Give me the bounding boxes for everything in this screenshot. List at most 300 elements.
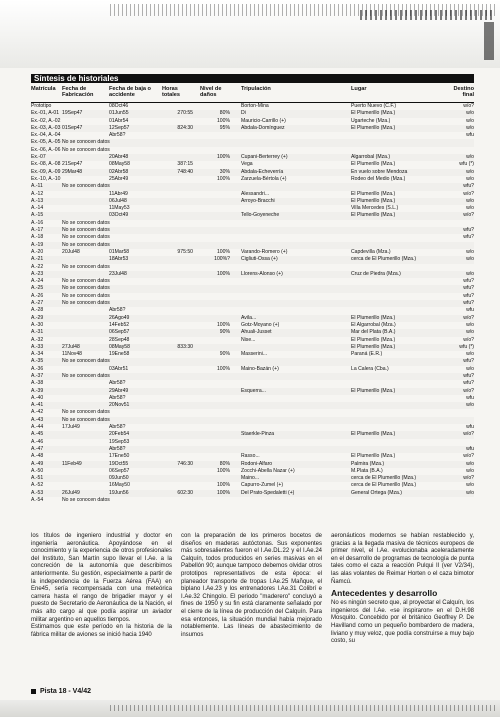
cell-matricula: A.-36 — [31, 365, 44, 372]
table-row — [31, 475, 474, 482]
cell-destino: w/o? — [463, 190, 474, 197]
cell-fabricacion: No se conocen datos — [62, 227, 110, 234]
cell-tripulacion: Nise... — [241, 336, 256, 343]
cell-destino: wfu (*) — [459, 161, 474, 168]
table-row — [31, 402, 474, 409]
cell-lugar: cerca de El Plumerillo (Mza.) — [351, 256, 417, 263]
cell-horas: 748:40 — [177, 168, 193, 175]
cell-baja: 19Jun56 — [109, 489, 129, 496]
cell-destino: w/o? — [463, 387, 474, 394]
cell-destino: wfu — [466, 424, 474, 431]
cell-baja: 06Sep57 — [109, 329, 130, 336]
cell-tripulacion: Rodoni-Alfaro — [241, 460, 273, 467]
cell-matricula: Ex.-10, A.-10 — [31, 175, 61, 182]
cell-destino: wfu? — [463, 358, 474, 365]
cell-destino: w/o — [466, 205, 474, 212]
cell-matricula: A.-33 — [31, 343, 44, 350]
cell-lugar: La Calera (Cba.) — [351, 365, 389, 372]
cell-lugar: El Plumerillo (Mza.) — [351, 343, 396, 350]
cell-lugar: Capdevilla (Mza.) — [351, 248, 391, 255]
cell-destino: wfu — [466, 445, 474, 452]
table-row — [31, 373, 474, 380]
article-column-2 — [181, 533, 322, 639]
cell-tripulacion: Abdala-Echeverría — [241, 168, 284, 175]
table-row — [31, 110, 474, 117]
cell-lugar: El Plumerillo (Mza.) — [351, 336, 396, 343]
table-row — [31, 461, 474, 468]
table-row — [31, 344, 474, 351]
cell-destino: w/o — [466, 329, 474, 336]
cell-baja: Abr58? — [109, 394, 126, 401]
table-row — [31, 198, 474, 205]
cell-nivel: 100% — [216, 321, 230, 328]
cell-tripulacion: Maino... — [241, 475, 260, 482]
cell-horas: 746:30 — [177, 460, 193, 467]
cell-baja: 03Oct49 — [109, 212, 129, 219]
cell-matricula: A.-12 — [31, 190, 44, 197]
cell-baja: 20Feb54 — [109, 431, 130, 438]
cell-matricula: Ex.-05, A.-05 — [31, 139, 61, 146]
cell-destino: wfu? — [463, 183, 474, 190]
cell-matricula: A.-42 — [31, 409, 44, 416]
cell-matricula: A.-24 — [31, 278, 44, 285]
cell-destino: wfu? — [463, 227, 474, 234]
cell-lugar: Puerto Nuevo (C.F.) — [351, 103, 397, 109]
cell-lugar: El Plumerillo (Mza.) — [351, 161, 396, 168]
cell-destino: w/o — [466, 154, 474, 161]
cell-matricula: A.-52 — [31, 482, 44, 489]
cell-matricula: A.-35 — [31, 358, 44, 365]
cell-matricula: A.-45 — [31, 431, 44, 438]
table-row — [31, 482, 474, 489]
cell-destino: wfu? — [463, 278, 474, 285]
cell-baja: 08May58 — [109, 161, 130, 168]
cell-destino: w/o? — [463, 453, 474, 460]
cell-destino: w/o? — [463, 103, 474, 109]
cell-tripulacion: Arroyo-Bracchi — [241, 197, 275, 204]
cell-nivel: 100% — [216, 467, 230, 474]
cell-horas: 270:55 — [177, 110, 193, 117]
cell-matricula: A.-15 — [31, 212, 44, 219]
cell-fabricacion: 11Nov48 — [62, 351, 83, 358]
cell-fabricacion: No se conocen datos — [62, 219, 110, 226]
header-lugar: Lugar — [351, 86, 367, 92]
cell-lugar: Palmira (Mza.) — [351, 460, 385, 467]
header-fabricacion: Fecha de Fabricación — [62, 86, 94, 98]
cell-baja: 11May53 — [109, 205, 130, 212]
cell-tripulacion: Staerkle-Pinza — [241, 431, 275, 438]
cell-baja: 25Abr49 — [109, 175, 129, 182]
header-baja: Fecha de baja o accidente — [109, 86, 151, 98]
cell-tripulacion: Cigliuti-Ossa (+) — [241, 256, 278, 263]
cell-baja: 06Jul48 — [109, 197, 127, 204]
table-row — [31, 468, 474, 475]
cell-tripulacion: Maino-Bazán (+) — [241, 365, 279, 372]
table-row — [31, 183, 474, 190]
table-row — [31, 307, 474, 314]
table-row — [31, 234, 474, 241]
cell-matricula: A.-17 — [31, 227, 44, 234]
cell-matricula: Ex.-04, A.-04 — [31, 132, 61, 139]
table-row — [31, 132, 474, 139]
cell-matricula: A.-22 — [31, 263, 44, 270]
cell-tripulacion: Gotz-Moyano (+) — [241, 321, 280, 328]
cell-tripulacion: Avila... — [241, 314, 257, 321]
cell-nivel: 90% — [219, 329, 230, 336]
cell-destino: w/o — [466, 256, 474, 263]
cell-baja: 12Sep57 — [109, 124, 130, 131]
cell-destino: wfu — [466, 132, 474, 139]
cell-baja: 19Sep53 — [109, 438, 130, 445]
cell-matricula: Ex.-02, A.-02 — [31, 117, 61, 124]
table-row — [31, 285, 474, 292]
cell-matricula: A.-49 — [31, 460, 44, 467]
table-row — [31, 380, 474, 387]
cell-destino: wfu? — [463, 372, 474, 379]
cell-tripulacion: Varando-Romero (+) — [241, 248, 288, 255]
cell-destino: wfu (*) — [459, 343, 474, 350]
cell-matricula: A.-21 — [31, 256, 44, 263]
table-row — [31, 409, 474, 416]
cell-tripulacion: Del Prato-Spedaletti (+) — [241, 489, 295, 496]
cell-baja: 01Mar58 — [109, 248, 130, 255]
table-row — [31, 490, 474, 497]
cell-fabricacion: 17Jul49 — [62, 424, 80, 431]
cell-fabricacion: No se conocen datos — [62, 372, 110, 379]
cell-matricula: A.-13 — [31, 197, 44, 204]
header-destino: Destino final — [453, 86, 474, 98]
cell-nivel: 95% — [219, 124, 230, 131]
table-row — [31, 256, 474, 263]
table-row — [31, 264, 474, 271]
cell-nivel: 100% — [216, 154, 230, 161]
cell-baja: 29Abr49 — [109, 387, 129, 394]
cell-fabricacion: No se conocen datos — [62, 292, 110, 299]
cell-nivel: 100% — [216, 482, 230, 489]
cell-fabricacion: 27Jul48 — [62, 343, 80, 350]
table-row — [31, 329, 474, 336]
cell-tripulacion: Zarzuela-Bértola (+) — [241, 175, 287, 182]
cell-destino: w/o — [466, 351, 474, 358]
cell-destino: w/o — [466, 124, 474, 131]
table-row — [31, 278, 474, 285]
cell-nivel: 100% — [216, 365, 230, 372]
halftone-decoration — [110, 705, 495, 711]
cell-baja: Abr58? — [109, 307, 126, 314]
cell-matricula: Ex.-01, A-01 — [31, 110, 60, 117]
table-row — [31, 322, 474, 329]
cell-destino: w/o? — [463, 475, 474, 482]
table-row — [31, 417, 474, 424]
cell-matricula: A.-26 — [31, 292, 44, 299]
cell-lugar: cerca de El Plumerillo (Mza.) — [351, 482, 417, 489]
cell-matricula: A.-20 — [31, 248, 44, 255]
cell-matricula: A.-29 — [31, 314, 44, 321]
table-row — [31, 227, 474, 234]
table-row — [31, 169, 474, 176]
table-row — [31, 446, 474, 453]
cell-tripulacion: Cupani-Berterrey (+) — [241, 154, 288, 161]
cell-tripulacion: Di — [241, 110, 246, 117]
cell-fabricacion: 29Mar48 — [62, 168, 83, 175]
cell-nivel: 100% — [216, 248, 230, 255]
cell-baja: Abr58? — [109, 380, 126, 387]
cell-destino: wfu? — [463, 292, 474, 299]
cell-baja: 14Feb52 — [109, 321, 130, 328]
cell-lugar: El Plumerillo (Mza.) — [351, 212, 396, 219]
table-row — [31, 191, 474, 198]
cell-matricula: A.-27 — [31, 300, 44, 307]
table-row — [31, 205, 474, 212]
cell-matricula: A.-38 — [31, 380, 44, 387]
article-column-1 — [31, 533, 172, 639]
history-table — [31, 85, 474, 504]
section-heading: Antecedentes y desarrollo — [331, 588, 438, 599]
cell-baja: Abr58? — [109, 424, 126, 431]
cell-matricula: Ex.-03, A.-03 — [31, 124, 61, 131]
cell-destino: w/o? — [463, 336, 474, 343]
cell-matricula: Ex.-07 — [31, 154, 46, 161]
cell-tripulacion: Alessandri... — [241, 190, 270, 197]
table-row — [31, 431, 474, 438]
cell-fabricacion: No se conocen datos — [62, 497, 110, 504]
cell-baja: 01Abr54 — [109, 117, 129, 124]
cell-matricula: A.-43 — [31, 416, 44, 423]
cell-destino: w/o? — [463, 212, 474, 219]
cell-fabricacion: No se conocen datos — [62, 409, 110, 416]
cell-lugar: El Plumerillo (Mza.) — [351, 124, 396, 131]
cell-nivel: 30% — [219, 168, 230, 175]
cell-destino: wfu — [466, 394, 474, 401]
section-title: Síntesis de historiales — [31, 74, 474, 83]
cell-fabricacion: No se conocen datos — [62, 300, 110, 307]
corner-mark — [484, 22, 494, 60]
cell-lugar: El Plumerillo (Mza.) — [351, 110, 396, 117]
cell-lugar: El Plumerillo (Mza.) — [351, 387, 396, 394]
table-header — [31, 85, 474, 103]
cell-baja: 26Ago49 — [109, 314, 130, 321]
cell-lugar: El Algarrobal (Mza.) — [351, 321, 396, 328]
cell-matricula: A.-46 — [31, 438, 44, 445]
cell-matricula: A.-25 — [31, 285, 44, 292]
table-row — [31, 358, 474, 365]
cell-fabricacion: 21Sep47 — [62, 161, 83, 168]
table-row — [31, 212, 474, 219]
footer-text: Pista 18 - V4/42 — [40, 688, 91, 695]
cell-tripulacion: Masserini... — [241, 351, 268, 358]
cell-lugar: Cruz de Piedra (Mza.) — [351, 270, 401, 277]
cell-lugar: General Ortega (Mza.) — [351, 489, 402, 496]
cell-nivel: 90% — [219, 351, 230, 358]
cell-nivel: 80% — [219, 460, 230, 467]
cell-lugar: El Plumerillo (Mza.) — [351, 314, 396, 321]
cell-matricula: A.-40 — [31, 394, 44, 401]
cell-destino: w/o? — [463, 431, 474, 438]
table-row — [31, 118, 474, 125]
cell-fabricacion: 01Sep47 — [62, 124, 83, 131]
cell-destino: w/o — [466, 365, 474, 372]
cell-baja: 19Oct55 — [109, 460, 129, 467]
footer-square-icon — [31, 689, 36, 694]
cell-destino: w/o — [466, 402, 474, 409]
cell-matricula: A.-48 — [31, 453, 44, 460]
cell-destino: w/o — [466, 175, 474, 182]
cell-baja: 09Jun50 — [109, 475, 129, 482]
cell-baja: 03Abr51 — [109, 365, 129, 372]
cell-destino: w/o — [466, 489, 474, 496]
table-row — [31, 337, 474, 344]
cell-matricula: Ex.-06, A.-06 — [31, 146, 61, 153]
table-row — [31, 220, 474, 227]
cell-baja: 02Abr58 — [109, 168, 129, 175]
cell-destino: w/o — [466, 321, 474, 328]
cell-destino: w/o — [466, 248, 474, 255]
cell-matricula: A.-50 — [31, 467, 44, 474]
cell-destino: w/o — [466, 110, 474, 117]
header-horas: Horas totales — [162, 86, 181, 98]
cell-tripulacion: Llorens-Alonso (+) — [241, 270, 283, 277]
cell-matricula: Ex.-08, A.-08 — [31, 161, 61, 168]
cell-lugar: El Plumerillo (Mza.) — [351, 453, 396, 460]
cell-matricula: A.-31 — [31, 329, 44, 336]
cell-tripulacion: Zocchi-Abella Nazar (+) — [241, 467, 295, 474]
cell-tripulacion: Esquerra... — [241, 387, 266, 394]
table-row — [31, 271, 474, 278]
cell-matricula: A.-37 — [31, 372, 44, 379]
cell-destino: w/o — [466, 460, 474, 467]
cell-baja: Abr58? — [109, 445, 126, 452]
cell-baja: Abr58? — [109, 132, 126, 139]
cell-baja: 28Sep48 — [109, 336, 130, 343]
cell-lugar: Rodeo del Medio (Mza.) — [351, 175, 406, 182]
cell-lugar: M.Plata (B.A.) — [351, 467, 383, 474]
cell-fabricacion: No se conocen datos — [62, 416, 110, 423]
cell-lugar: Algarrobal (Mza.) — [351, 154, 391, 161]
cell-destino: w/o — [466, 197, 474, 204]
paragraph: No es ningún secreto que, al proyectar el Calquín, los ingenieros del I.Ae. «se inspiraron» en el D.H.98 Mosquito. Concebido por el británico Geoffrey P. De Havilland como un pequeño bombardero de madera, liviano y muy veloz, que podía construirse a muy bajo costo, su — [331, 600, 474, 645]
cell-matricula: A.-34 — [31, 351, 44, 358]
cell-fabricacion: No se conocen datos — [62, 234, 110, 241]
table-row — [31, 161, 474, 168]
cell-destino: wfu? — [463, 234, 474, 241]
cell-lugar: Ugarteche (Mza.) — [351, 117, 391, 124]
cell-lugar: Paraná (E.R.) — [351, 351, 383, 358]
cell-fabricacion: No se conocen datos — [62, 278, 110, 285]
cell-tripulacion: Abdala-Domínguez — [241, 124, 285, 131]
cell-baja: 20Nov51 — [109, 402, 130, 409]
table-row — [31, 103, 474, 110]
cell-matricula: A.-39 — [31, 387, 44, 394]
cell-horas: 975:50 — [177, 248, 193, 255]
cell-fabricacion: 26Jul49 — [62, 489, 80, 496]
table-row — [31, 315, 474, 322]
cell-fabricacion: No se conocen datos — [62, 285, 110, 292]
cell-fabricacion: No se conocen datos — [62, 183, 110, 190]
paragraph: aeronáuticos modernos se habían restablecido y, gracias a la llegada masiva de técnicos europeos de primer nivel, el I.Ae. evolucionaba aceleradamente en el desarrollo de programas de tecnología de punta tales como el caza a reacción Pulqui II (ver V2/34), las alas volantes de Reimar Horten o el caza bimotor Ñamcú. — [331, 533, 474, 585]
cell-fabricacion: 20Jul48 — [62, 248, 80, 255]
cell-matricula: A.-23 — [31, 270, 44, 277]
paragraph: los títulos de ingeniero industrial y doctor en ingeniería aeronáutica. Apoyándose en el conocimiento y la experiencia de otros profesionales del Instituto, San Martín supo llevar el I.Ae. a la concreción de la autonomía que describimos anteriormente. Su gestión, especialmente a partir de la independencia de la Fuerza Aérea (FAA) en Ene45, sería recompensada con una meteórica carrera hasta el rango de brigadier mayor y el puesto de Secretario de Aeronáutica de la Nación, el más alto cargo al que podía aspirar un aviador militar argentino en aquellos tiempos. — [31, 533, 172, 623]
cell-destino: wfu? — [463, 380, 474, 387]
table-row — [31, 497, 474, 504]
page-top-band — [0, 0, 500, 68]
cell-baja: 23Jul48 — [109, 270, 127, 277]
table-row — [31, 300, 474, 307]
paragraph: con la preparación de los primeros bocetos de diseños en maderas autóctonas. Sus exponentes más sobresalientes fueron el I.Ae.DL.22 y el I.Ae.24 Calquín, todos producidos en series masivas en el Pabellón 90; aunque tampoco debemos olvidar otros prototipos representativos de esta época: el planeador transporte de tropas I.Ae.25 Mañque, el biplano I.Ae.23 y los entrenadores I.Ae.31 Colibrí e I.Ae.32 Chingolo. El periodo "maderero" concluyó a fines de 1950 y su fin está claramente señalado por el cierre de la línea de producción del Calquín. Para esa entonces, la situación mundial había mejorado notablemente. Las líneas de abastecimiento de insumos — [181, 533, 322, 638]
cell-matricula: A.-32 — [31, 336, 44, 343]
cell-baja: 11Abr49 — [109, 190, 128, 197]
cell-horas: 824:30 — [177, 124, 193, 131]
table-row — [31, 293, 474, 300]
cell-nivel: 100% — [216, 117, 230, 124]
cell-destino: w/o — [466, 168, 474, 175]
halftone-decoration — [360, 10, 495, 20]
cell-matricula: A.-11 — [31, 183, 43, 190]
cell-nivel: 100% — [216, 270, 230, 277]
cell-matricula: Prototipo — [31, 103, 52, 109]
table-row — [31, 439, 474, 446]
cell-destino: w/o — [466, 117, 474, 124]
cell-fabricacion: 19Sep47 — [62, 110, 83, 117]
table-row — [31, 147, 474, 154]
cell-destino: w/o? — [463, 314, 474, 321]
cell-matricula: A.-14 — [31, 205, 44, 212]
cell-fabricacion: No se conocen datos — [62, 146, 110, 153]
table-row — [31, 351, 474, 358]
table-row — [31, 366, 474, 373]
cell-tripulacion: Ahuali-Jusset — [241, 329, 272, 336]
cell-destino: w/o — [466, 467, 474, 474]
cell-matricula: A.-53 — [31, 489, 44, 496]
cell-tripulacion: Capurro-Zumel (+) — [241, 482, 284, 489]
cell-tripulacion: Tello-Goyeneche — [241, 212, 280, 219]
header-matricula: Matrícula — [31, 86, 56, 92]
cell-lugar: El Plumerillo (Mza.) — [351, 197, 396, 204]
header-nivel: Nivel de daños — [200, 86, 222, 98]
cell-nivel: 80% — [219, 110, 230, 117]
cell-matricula: A.-44 — [31, 424, 44, 431]
table-row — [31, 249, 474, 256]
cell-matricula: A.-47 — [31, 445, 44, 452]
cell-nivel: 100%? — [214, 256, 230, 263]
cell-fabricacion: No se conocen datos — [62, 139, 110, 146]
cell-matricula: A.-18 — [31, 234, 44, 241]
page-bottom-band — [0, 700, 500, 717]
cell-baja: 01Jun55 — [109, 110, 129, 117]
table-row — [31, 242, 474, 249]
cell-tripulacion: Mauricio-Carrillo (+) — [241, 117, 286, 124]
cell-matricula: A.-54 — [31, 497, 44, 504]
table-row — [31, 154, 474, 161]
cell-destino: w/o — [466, 270, 474, 277]
cell-lugar: Villa Mercedes (S.L.) — [351, 205, 399, 212]
header-tripulacion: Tripulación — [241, 86, 271, 92]
article-column-3 — [331, 533, 474, 646]
cell-nivel: 100% — [216, 489, 230, 496]
cell-horas: 602:30 — [177, 489, 193, 496]
cell-destino: wfu? — [463, 285, 474, 292]
cell-tripulacion: Vega — [241, 161, 253, 168]
table-row — [31, 424, 474, 431]
cell-matricula: A.-41 — [31, 402, 44, 409]
cell-nivel: 100% — [216, 175, 230, 182]
table-body — [31, 103, 474, 504]
cell-tripulacion: Rasso... — [241, 453, 260, 460]
cell-baja: 17Ene50 — [109, 453, 130, 460]
table-row — [31, 176, 474, 183]
cell-baja: 08May58 — [109, 343, 130, 350]
cell-fabricacion: 11Feb49 — [62, 460, 82, 467]
